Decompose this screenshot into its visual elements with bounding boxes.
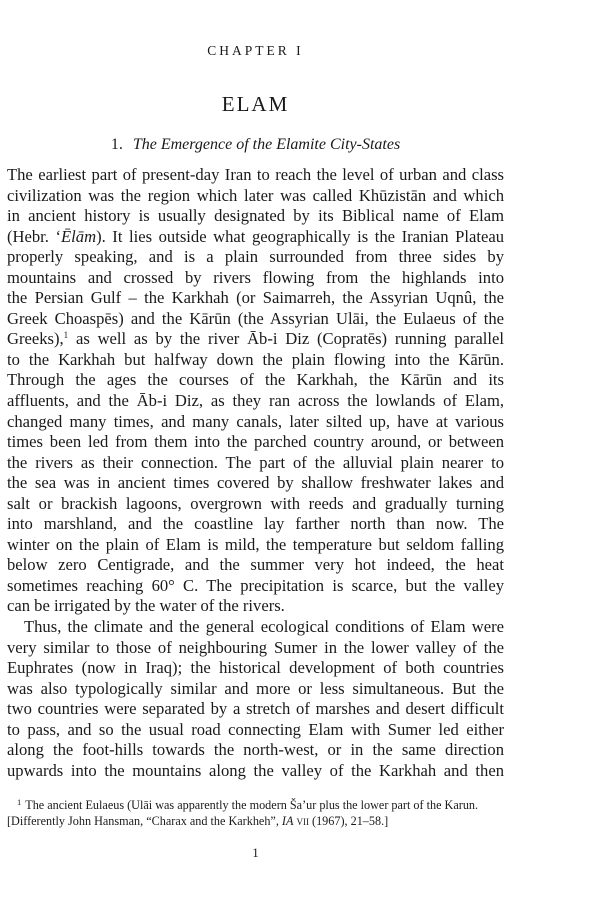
body-line — [7, 596, 504, 617]
body-line — [7, 227, 504, 248]
body-line — [7, 679, 504, 700]
body-line — [7, 350, 504, 371]
text-segment: the sea was in ancient times covered by shallow freshwater lakes and — [7, 473, 504, 493]
body-line — [7, 740, 504, 761]
body-line — [7, 391, 504, 412]
text-segment: very similar to those of neighbouring Sumer in the lower valley of the — [7, 637, 504, 657]
page-number: 1 — [252, 845, 259, 860]
body-line — [7, 370, 504, 391]
body-line — [7, 720, 504, 741]
body-line — [7, 576, 504, 597]
text-segment: times been led from them into the parched country around, or between — [7, 432, 504, 452]
text-segment: upwards into the mountains along the valley of the Karkhah and then — [7, 760, 504, 780]
text-segment: affluents, and the Āb-i Diz, as they ran across the lowlands of Elam, — [7, 391, 504, 411]
footnote-text: (1967), 21–58.] — [308, 814, 389, 828]
text-segment: the rivers as their connection. The part of the alluvial plain nearer to — [7, 452, 504, 472]
body-line — [7, 186, 504, 207]
body-line — [7, 268, 504, 289]
text-segment: (Hebr. ‘ — [7, 226, 62, 246]
body-line — [7, 309, 504, 330]
text-segment: salt or brackish lagoons, overgrown with reeds and gradually turning — [7, 493, 504, 513]
body-line — [7, 206, 504, 227]
text-segment: winter on the plain of Elam is mild, the temperature but seldom falling — [7, 534, 504, 554]
text-segment: changed many times, and many canals, later silted up, have at various — [7, 411, 504, 431]
text-segment: two countries were separated by a stretch of marshes and desert difficult — [7, 699, 504, 719]
footnote-text: The ancient Eulaeus (Ulāi was apparently the modern Ša’ur plus the lower part of the Karun. — [25, 798, 479, 812]
text-segment: Greeks), — [7, 329, 64, 349]
section-heading — [7, 134, 504, 156]
text-segment: as well as by the river Āb-i Diz (Copratēs) running parallel — [68, 329, 504, 349]
body-line — [7, 432, 504, 453]
body-line — [7, 494, 504, 515]
footnote-volume: vii — [296, 814, 309, 828]
text-segment: sometimes reaching 60° C. The precipitation is scarce, but the valley — [7, 575, 504, 595]
body-line — [7, 247, 504, 268]
body-line — [7, 473, 504, 494]
body-line — [7, 535, 504, 556]
body-line — [7, 412, 504, 433]
body-line — [7, 699, 504, 720]
body-line — [7, 514, 504, 535]
body-line — [7, 453, 504, 474]
body-line — [7, 165, 504, 186]
footnote-journal: IA — [281, 814, 294, 828]
footnote-line — [7, 813, 504, 829]
body-line — [7, 761, 504, 782]
text-segment: Euphrates (now in Iraq); the historical development of both countries — [7, 658, 504, 678]
text-segment: properly speaking, and is a plain surrounded from three sides by — [7, 247, 504, 267]
footnote-text: [Differently John Hansman, “Charax and the Karkheh”, — [7, 814, 282, 828]
text-segment: can be irrigated by the water of the rivers. — [7, 596, 285, 616]
footnote-number: 1 — [17, 797, 22, 807]
footnotes — [7, 794, 504, 829]
text-segment: the Persian Gulf – the Karkhah (or Saimarreh, the Assyrian Uqnû, the — [7, 288, 504, 308]
text-segment: Through the ages the courses of the Karkhah, the Kārūn and its — [7, 370, 504, 390]
body-line — [7, 638, 504, 659]
section-title: The Emergence of the Elamite City-States — [132, 136, 401, 153]
text-segment: to the Karkhah but halfway down the plain flowing into the Kārūn. — [7, 349, 504, 369]
body-line — [7, 329, 504, 350]
body-line — [7, 658, 504, 679]
footnote-line — [7, 794, 504, 813]
text-segment: ). It lies outside what geographically is the Iranian Plateau — [96, 226, 504, 246]
text-segment: mountains and crossed by rivers flowing from the highlands into — [7, 267, 504, 287]
chapter-title: ELAM — [221, 92, 290, 116]
text-segment: into marshland, and the coastline lay farther north than now. The — [7, 514, 504, 534]
body-text — [7, 165, 504, 781]
text-segment: Greek Choaspēs) and the Kārūn (the Assyrian Ulāi, the Eulaeus of the — [7, 308, 504, 328]
italic-text: Ēlām — [61, 226, 97, 246]
text-segment: was also typologically similar and more or less simultaneous. But the — [7, 678, 504, 698]
chapter-label: CHAPTER I — [207, 43, 304, 58]
text-segment: Thus, the climate and the general ecological conditions of Elam were — [24, 617, 504, 637]
body-line — [7, 617, 504, 638]
body-line — [7, 288, 504, 309]
text-segment: civilization was the region which later was called Khūzistān and which — [7, 185, 504, 205]
text-segment: The earliest part of present-day Iran to reach the level of urban and class — [7, 165, 504, 184]
text-segment: below zero Centigrade, and the summer very hot indeed, the heat — [7, 555, 504, 575]
section-number: 1. — [110, 136, 123, 153]
text-segment: to pass, and so the usual road connecting Elam with Sumer led either — [7, 719, 504, 739]
footnote-reference: 1 — [63, 330, 69, 341]
text-segment: in ancient history is usually designated by its Biblical name of Elam — [7, 206, 504, 226]
body-line — [7, 555, 504, 576]
text-segment: along the foot-hills towards the north-west, or in the same direction — [7, 740, 504, 760]
